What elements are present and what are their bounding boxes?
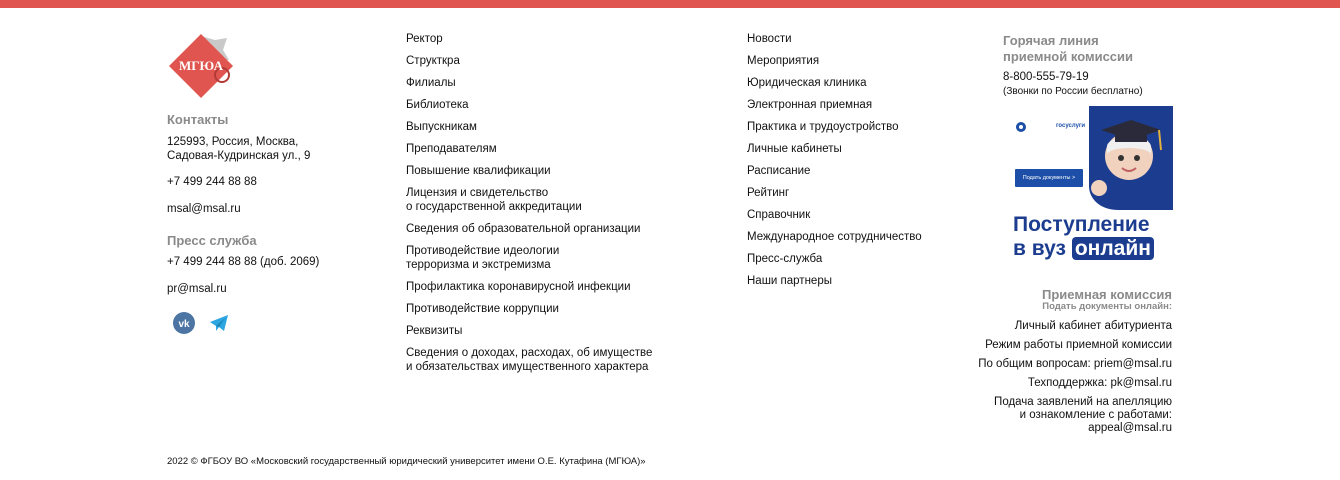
contacts-phone[interactable]: +7 499 244 88 88 — [167, 176, 257, 188]
link-press-service[interactable]: Пресс-служба — [747, 253, 823, 265]
gosuslugi-logo: госуслуги — [1056, 123, 1086, 129]
press-phone[interactable]: +7 499 244 88 88 (доб. 2069) — [167, 256, 320, 268]
banner-heading-line1: Поступление — [1013, 213, 1150, 236]
contacts-email[interactable]: msal@msal.ru — [167, 203, 241, 215]
university-logo[interactable] — [167, 30, 239, 102]
link-directory[interactable]: Справочник — [747, 209, 811, 221]
submit-documents-button[interactable]: Подать документы > — [1015, 169, 1083, 187]
press-title: Пресс служба — [167, 233, 257, 248]
link-library[interactable]: Библиотека — [406, 99, 469, 111]
logo-text: МГЮА — [178, 58, 224, 73]
link-rating[interactable]: Рейтинг — [747, 187, 790, 199]
footer-links-col2 — [747, 32, 922, 288]
contacts-title: Контакты — [167, 112, 229, 127]
banner-heading — [1013, 213, 1154, 261]
footer-links-col1 — [406, 32, 652, 374]
svg-text:vk: vk — [178, 319, 190, 330]
link-teachers[interactable]: Преподавателям — [406, 143, 497, 155]
link-anti-terror[interactable]: Противодействие идеологии терроризма и экстремизма — [406, 245, 560, 271]
link-applicant-account[interactable]: Личный кабинет абитуриента — [1014, 320, 1172, 332]
link-practice[interactable]: Практика и трудоустройство — [747, 121, 899, 133]
telegram-icon[interactable] — [208, 312, 230, 334]
admission-links — [978, 320, 1172, 441]
link-partners[interactable]: Наши партнеры — [747, 275, 832, 287]
link-admission-hours[interactable]: Режим работы приемной комиссии — [985, 339, 1172, 351]
link-legal-clinic[interactable]: Юридическая клиника — [747, 77, 867, 89]
press-email[interactable]: pr@msal.ru — [167, 283, 227, 295]
link-tech-support[interactable]: Техподдержка: pk@msal.ru — [1027, 377, 1172, 389]
coat-of-arms-icon — [1015, 121, 1027, 134]
hotline-title: Горячая линия приемной комиссии — [1003, 33, 1134, 64]
link-events[interactable]: Мероприятия — [747, 55, 820, 67]
link-e-reception[interactable]: Электронная приемная — [747, 99, 873, 111]
hotline-phone[interactable]: 8-800-555-79-19 — [1003, 71, 1089, 83]
contacts-address: 125993, Россия, Москва, Садовая-Кудринская ул., 9 — [167, 136, 311, 162]
hotline-note: (Звонки по России бесплатно) — [1003, 86, 1143, 97]
link-news[interactable]: Новости — [747, 33, 792, 45]
banner-heading-line2-a: в вуз — [1013, 237, 1072, 260]
top-accent-bar — [0, 0, 1340, 8]
admission-subtitle: Подать документы онлайн: — [1042, 301, 1172, 312]
vk-icon[interactable] — [173, 312, 195, 334]
banner-heading-line2 — [1013, 237, 1154, 261]
admission-title: Приемная комиссия — [1042, 287, 1172, 302]
link-anti-corruption[interactable]: Противодействие коррупции — [406, 303, 559, 315]
link-branches[interactable]: Филиалы — [406, 77, 456, 89]
link-org-info[interactable]: Сведения об образовательной организации — [406, 223, 641, 235]
link-rector[interactable]: Ректор — [406, 33, 443, 45]
admission-online-banner[interactable] — [1003, 106, 1173, 272]
link-income-info[interactable]: Сведения о доходах, расходах, об имуществе и обязательствах имущественного характера — [406, 347, 653, 373]
link-general-questions[interactable]: По общим вопросам: priem@msal.ru — [978, 358, 1172, 370]
link-appeal[interactable]: Подача заявлений на апелляцию и ознакомление с работами: appeal@msal.ru — [994, 396, 1172, 434]
link-schedule[interactable]: Расписание — [747, 165, 811, 177]
link-qualification[interactable]: Повышение квалификации — [406, 165, 551, 177]
link-structure[interactable]: Структкра — [406, 55, 460, 67]
banner-online-badge: онлайн — [1072, 237, 1154, 260]
link-personal-accounts[interactable]: Личные кабинеты — [747, 143, 842, 155]
copyright-text: 2022 © ФГБОУ ВО «Московский государственный юридический университет имени О.Е. Кутафина (МГЮА)» — [167, 456, 646, 467]
link-international[interactable]: Международное сотрудничество — [747, 231, 922, 243]
link-covid[interactable]: Профилактика коронавирусной инфекции — [406, 281, 631, 293]
link-license[interactable]: Лицензия и свидетельство о государственной аккредитации — [406, 187, 582, 213]
link-graduates[interactable]: Выпускникам — [406, 121, 477, 133]
graduate-avatar-icon — [1089, 106, 1173, 210]
link-requisites[interactable]: Реквизиты — [406, 325, 463, 337]
